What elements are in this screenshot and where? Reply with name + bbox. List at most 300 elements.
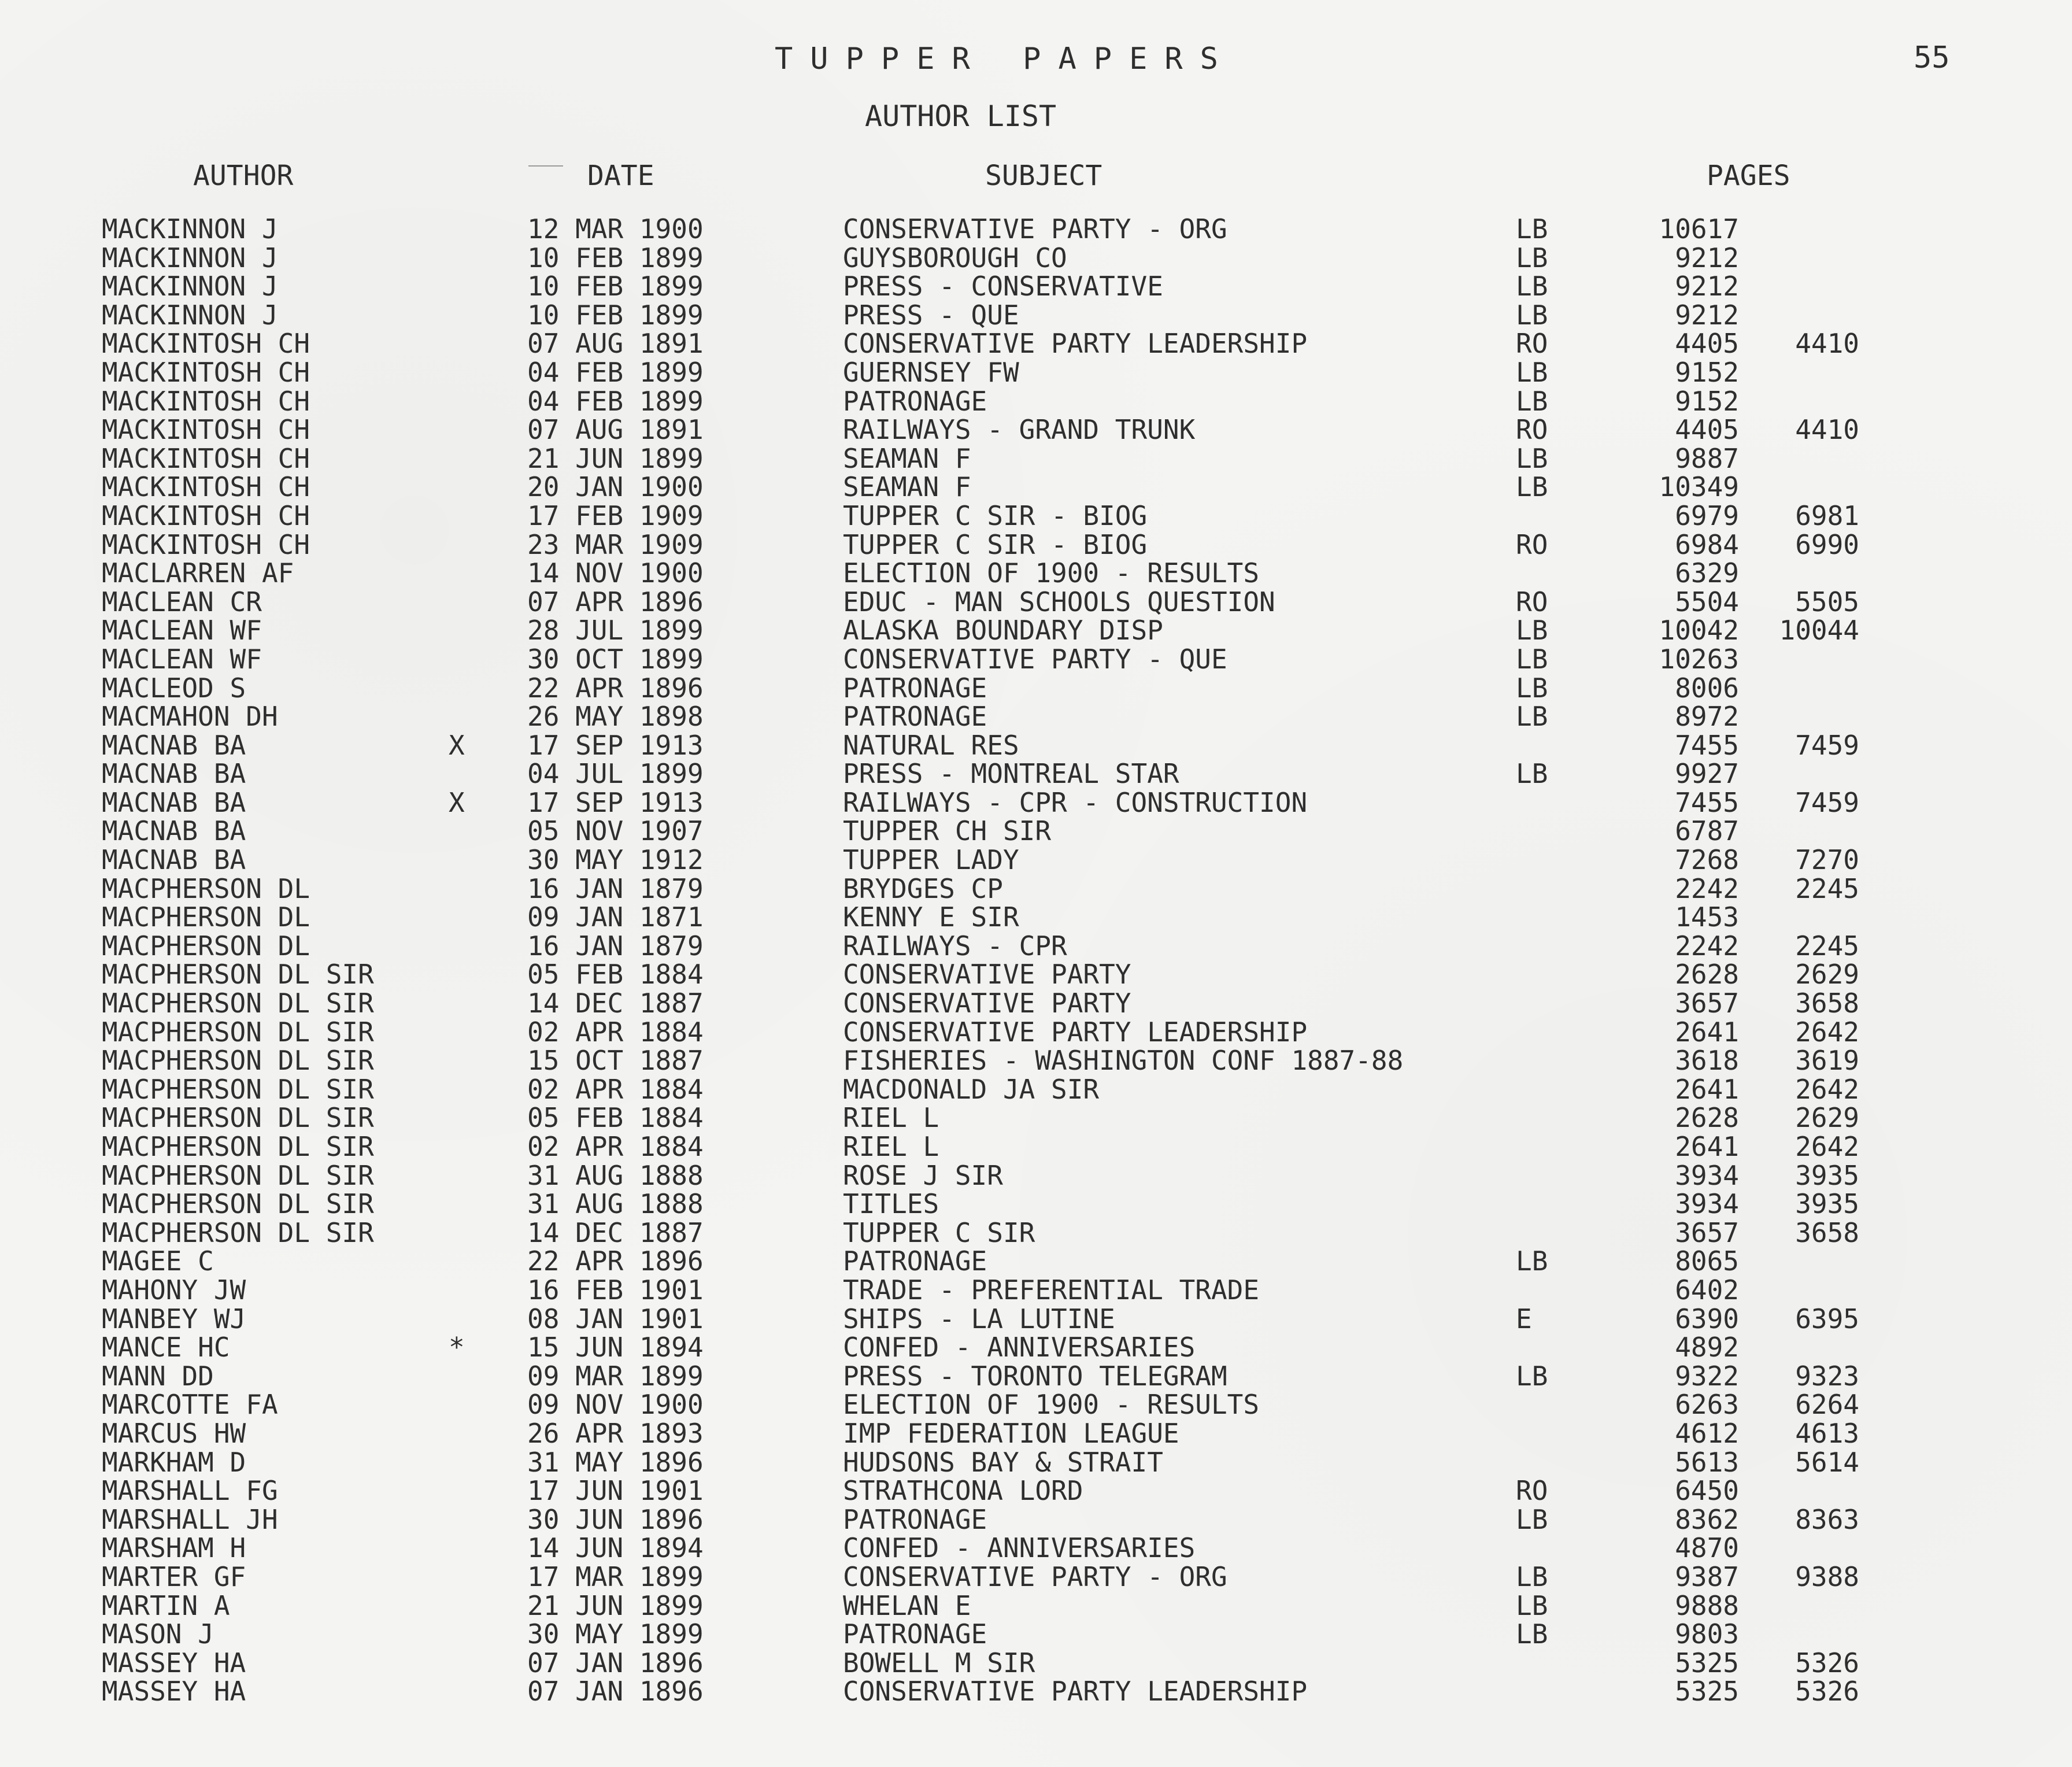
- page-end-cell: 3658: [1795, 988, 1859, 1019]
- author-cell: MANCE HC: [102, 1332, 230, 1363]
- code-cell: RO: [1516, 528, 1548, 560]
- page-start-cell: 4870: [1675, 1532, 1739, 1564]
- page-start-cell: 2641: [1675, 1131, 1739, 1162]
- date-cell: 30 OCT 1899: [527, 643, 704, 675]
- subject-cell: SEAMAN F: [843, 471, 971, 503]
- table-row: [0, 932, 2072, 961]
- author-cell: MARCOTTE FA: [102, 1389, 278, 1421]
- page-end-cell: 3935: [1795, 1159, 1859, 1191]
- code-cell: LB: [1516, 672, 1548, 704]
- table-row: [0, 846, 2072, 875]
- page-end-cell: 7459: [1795, 729, 1859, 761]
- page-start-cell: 6329: [1675, 557, 1739, 589]
- subject-cell: CONFED - ANNIVERSARIES: [843, 1332, 1196, 1363]
- page-start-cell: 2628: [1675, 959, 1739, 990]
- subject-cell: RAILWAYS - CPR: [843, 930, 1067, 962]
- page-start-cell: 9152: [1675, 356, 1739, 388]
- date-cell: 07 JAN 1896: [527, 1647, 704, 1679]
- table-row: [0, 272, 2072, 301]
- code-cell: RO: [1516, 328, 1548, 360]
- author-cell: MACPHERSON DL: [102, 901, 310, 933]
- author-cell: MACNAB BA: [102, 758, 246, 790]
- table-row: [0, 358, 2072, 387]
- author-cell: MANBEY WJ: [102, 1303, 246, 1335]
- table-row: [0, 559, 2072, 588]
- page-end-cell: 2642: [1795, 1073, 1859, 1105]
- page-end-cell: 3935: [1795, 1188, 1859, 1220]
- table-row: [0, 903, 2072, 932]
- date-cell: 04 FEB 1899: [527, 356, 704, 388]
- author-cell: MACLEAN WF: [102, 615, 262, 646]
- page-start-cell: 10617: [1659, 213, 1739, 245]
- subject-cell: TUPPER LADY: [843, 844, 1019, 876]
- author-cell: MARTER GF: [102, 1561, 246, 1592]
- page-start-cell: 10042: [1659, 615, 1739, 646]
- date-cell: 17 JUN 1901: [527, 1475, 704, 1507]
- table-row: [0, 1159, 2072, 1191]
- author-cell: MACPHERSON DL SIR: [102, 1045, 374, 1077]
- page-start-cell: 10349: [1659, 471, 1739, 503]
- table-row: [0, 1620, 2072, 1649]
- date-cell: 04 JUL 1899: [527, 758, 704, 790]
- date-cell: 10 FEB 1899: [527, 242, 704, 273]
- author-cell: MACNAB BA: [102, 786, 246, 818]
- author-cell: MACPHERSON DL SIR: [102, 988, 374, 1019]
- code-cell: LB: [1516, 615, 1548, 646]
- page-end-cell: 7270: [1795, 844, 1859, 876]
- page-start-cell: 9212: [1675, 299, 1739, 331]
- table-row: [0, 442, 2072, 474]
- author-cell: MACKINTOSH CH: [102, 442, 310, 474]
- date-cell: 09 NOV 1900: [527, 1389, 704, 1421]
- page-start-cell: 9387: [1675, 1561, 1739, 1592]
- date-cell: 08 JAN 1901: [527, 1303, 704, 1335]
- page-end-cell: 9323: [1795, 1360, 1859, 1392]
- page-start-cell: 7268: [1675, 844, 1739, 876]
- author-cell: MARSHALL FG: [102, 1475, 278, 1507]
- date-cell: 07 AUG 1891: [527, 328, 704, 360]
- author-cell: MACPHERSON DL SIR: [102, 1073, 374, 1105]
- page-end-cell: 6264: [1795, 1389, 1859, 1421]
- subject-cell: CONSERVATIVE PARTY - QUE: [843, 643, 1227, 675]
- page-start-cell: 8362: [1675, 1503, 1739, 1535]
- date-cell: 05 FEB 1884: [527, 959, 704, 990]
- page-start-cell: 6787: [1675, 815, 1739, 847]
- page-start-cell: 9152: [1675, 385, 1739, 417]
- table-row: [0, 674, 2072, 703]
- date-cell: 22 APR 1896: [527, 672, 704, 704]
- author-cell: MACPHERSON DL SIR: [102, 1159, 374, 1191]
- date-cell: 17 SEP 1913: [527, 786, 704, 818]
- subject-cell: TUPPER C SIR - BIOG: [843, 500, 1148, 531]
- date-cell: 02 APR 1884: [527, 1016, 704, 1048]
- date-cell: 22 APR 1896: [527, 1245, 704, 1277]
- table-row: [0, 960, 2072, 989]
- author-cell: MAGEE C: [102, 1245, 214, 1277]
- author-cell: MACPHERSON DL SIR: [102, 1217, 374, 1248]
- column-header-date: DATE: [587, 160, 654, 192]
- page-start-cell: 9927: [1675, 758, 1739, 790]
- page-end-cell: 2642: [1795, 1131, 1859, 1162]
- author-cell: MACKINTOSH CH: [102, 500, 310, 531]
- date-cell: 07 AUG 1891: [527, 414, 704, 446]
- author-cell: MACKINNON J: [102, 299, 278, 331]
- subject-cell: PATRONAGE: [843, 1503, 987, 1535]
- table-row: [0, 473, 2072, 502]
- table-row: [0, 387, 2072, 416]
- page-start-cell: 6450: [1675, 1475, 1739, 1507]
- page-end-cell: 6981: [1795, 500, 1859, 531]
- page-end-cell: 3619: [1795, 1045, 1859, 1077]
- table-row: [0, 416, 2072, 445]
- subject-cell: RAILWAYS - GRAND TRUNK: [843, 414, 1196, 446]
- date-cell: 16 JAN 1879: [527, 930, 704, 962]
- table-row: [0, 1133, 2072, 1162]
- author-cell: MACKINTOSH CH: [102, 328, 310, 360]
- page-start-cell: 5325: [1675, 1647, 1739, 1679]
- date-cell: 17 SEP 1913: [527, 729, 704, 761]
- date-cell: 05 FEB 1884: [527, 1102, 704, 1134]
- subject-cell: EDUC - MAN SCHOOLS QUESTION: [843, 586, 1275, 618]
- page-start-cell: 6984: [1675, 528, 1739, 560]
- code-cell: LB: [1516, 1561, 1548, 1592]
- subject-cell: CONSERVATIVE PARTY LEADERSHIP: [843, 328, 1308, 360]
- subject-cell: WHELAN E: [843, 1589, 971, 1621]
- date-cell: 07 APR 1896: [527, 586, 704, 618]
- page-start-cell: 4405: [1675, 328, 1739, 360]
- author-cell: MACNAB BA: [102, 729, 246, 761]
- date-cell: 30 JUN 1896: [527, 1503, 704, 1535]
- page-end-cell: 2629: [1795, 959, 1859, 990]
- page-start-cell: 5504: [1675, 586, 1739, 618]
- page-end-cell: 5614: [1795, 1446, 1859, 1478]
- code-cell: LB: [1516, 1245, 1548, 1277]
- page-end-cell: 2245: [1795, 873, 1859, 904]
- page-start-cell: 9212: [1675, 271, 1739, 302]
- author-cell: MACKINTOSH CH: [102, 528, 310, 560]
- author-cell: MARTIN A: [102, 1589, 230, 1621]
- subject-cell: BOWELL M SIR: [843, 1647, 1035, 1679]
- page-start-cell: 8065: [1675, 1245, 1739, 1277]
- page-start-cell: 9803: [1675, 1618, 1739, 1650]
- date-cell: 31 MAY 1896: [527, 1446, 704, 1478]
- code-cell: LB: [1516, 758, 1548, 790]
- page-start-cell: 3618: [1675, 1045, 1739, 1077]
- date-cell: 26 MAY 1898: [527, 701, 704, 733]
- author-cell: MACKINTOSH CH: [102, 356, 310, 388]
- code-cell: RO: [1516, 1475, 1548, 1507]
- code-cell: LB: [1516, 242, 1548, 273]
- author-cell: MACKINNON J: [102, 213, 278, 245]
- date-cell: 10 FEB 1899: [527, 271, 704, 302]
- page-end-cell: 4613: [1795, 1417, 1859, 1449]
- header-dash-mark: [528, 165, 563, 167]
- author-cell: MACKINNON J: [102, 242, 278, 273]
- table-row: [0, 1362, 2072, 1391]
- table-row: [0, 1589, 2072, 1621]
- subject-cell: KENNY E SIR: [843, 901, 1019, 933]
- subject-cell: RIEL L: [843, 1102, 939, 1134]
- table-row: [0, 1190, 2072, 1219]
- page-start-cell: 9212: [1675, 242, 1739, 273]
- author-cell: MACPHERSON DL: [102, 873, 310, 904]
- code-cell: LB: [1516, 643, 1548, 675]
- list-subtitle: AUTHOR LIST: [865, 99, 1057, 133]
- page-start-cell: 2242: [1675, 930, 1739, 962]
- table-row: [0, 786, 2072, 818]
- code-cell: LB: [1516, 1589, 1548, 1621]
- page-start-cell: 5325: [1675, 1676, 1739, 1707]
- code-cell: E: [1516, 1303, 1532, 1335]
- date-cell: 21 JUN 1899: [527, 1589, 704, 1621]
- author-cell: MASSEY HA: [102, 1676, 246, 1707]
- author-cell: MACPHERSON DL SIR: [102, 1188, 374, 1220]
- page-start-cell: 6402: [1675, 1274, 1739, 1306]
- date-cell: 31 AUG 1888: [527, 1188, 704, 1220]
- subject-cell: GUERNSEY FW: [843, 356, 1019, 388]
- page-start-cell: 4612: [1675, 1417, 1739, 1449]
- subject-cell: PRESS - MONTREAL STAR: [843, 758, 1179, 790]
- subject-cell: TUPPER CH SIR: [843, 815, 1052, 847]
- column-header-author: AUTHOR: [193, 160, 294, 192]
- author-cell: MACPHERSON DL SIR: [102, 959, 374, 990]
- subject-cell: PATRONAGE: [843, 701, 987, 733]
- subject-cell: PRESS - TORONTO TELEGRAM: [843, 1360, 1227, 1392]
- date-cell: 30 MAY 1912: [527, 844, 704, 876]
- table-row: [0, 244, 2072, 273]
- table-row: [0, 817, 2072, 846]
- code-cell: LB: [1516, 1360, 1548, 1392]
- code-cell: LB: [1516, 271, 1548, 302]
- author-cell: MAHONY JW: [102, 1274, 246, 1306]
- page-start-cell: 6390: [1675, 1303, 1739, 1335]
- code-cell: LB: [1516, 299, 1548, 331]
- page-end-cell: 5326: [1795, 1676, 1859, 1707]
- page-end-cell: 2642: [1795, 1016, 1859, 1048]
- date-cell: 16 JAN 1879: [527, 873, 704, 904]
- author-cell: MACPHERSON DL SIR: [102, 1131, 374, 1162]
- author-cell: MARSHAM H: [102, 1532, 246, 1564]
- code-cell: LB: [1516, 1618, 1548, 1650]
- author-cell: MACLARREN AF: [102, 557, 294, 589]
- date-cell: 05 NOV 1907: [527, 815, 704, 847]
- table-row: [0, 645, 2072, 674]
- author-list-table: [0, 215, 2072, 1706]
- author-cell: MACPHERSON DL: [102, 930, 310, 962]
- subject-cell: PRESS - CONSERVATIVE: [843, 271, 1163, 302]
- page-end-cell: 8363: [1795, 1503, 1859, 1535]
- date-cell: 16 FEB 1901: [527, 1274, 704, 1306]
- date-cell: 14 JUN 1894: [527, 1532, 704, 1564]
- subject-cell: CONSERVATIVE PARTY - ORG: [843, 213, 1227, 245]
- page-end-cell: 4410: [1795, 414, 1859, 446]
- table-row: [0, 588, 2072, 617]
- subject-cell: TUPPER C SIR: [843, 1217, 1035, 1248]
- column-header-pages: PAGES: [1707, 160, 1790, 192]
- table-row: [0, 1219, 2072, 1248]
- subject-cell: FISHERIES - WASHINGTON CONF 1887-88: [843, 1045, 1404, 1077]
- table-row: [0, 1503, 2072, 1535]
- author-cell: MARCUS HW: [102, 1417, 246, 1449]
- table-row: [0, 703, 2072, 731]
- page-end-cell: 5505: [1795, 586, 1859, 618]
- code-cell: RO: [1516, 586, 1548, 618]
- page-end-cell: 4410: [1795, 328, 1859, 360]
- table-row: [0, 1018, 2072, 1047]
- author-cell: MACPHERSON DL SIR: [102, 1102, 374, 1134]
- mark-cell: *: [449, 1332, 465, 1363]
- table-row: [0, 1391, 2072, 1419]
- page-start-cell: 7455: [1675, 786, 1739, 818]
- table-row: [0, 1534, 2072, 1563]
- page-start-cell: 3934: [1675, 1159, 1739, 1191]
- subject-cell: PATRONAGE: [843, 672, 987, 704]
- page-end-cell: 9388: [1795, 1561, 1859, 1592]
- table-row: [0, 330, 2072, 358]
- author-cell: MACKINTOSH CH: [102, 414, 310, 446]
- author-cell: MACLEAN WF: [102, 643, 262, 675]
- author-cell: MACLEOD S: [102, 672, 246, 704]
- code-cell: RO: [1516, 414, 1548, 446]
- date-cell: 12 MAR 1900: [527, 213, 704, 245]
- code-cell: LB: [1516, 385, 1548, 417]
- date-cell: 14 DEC 1887: [527, 988, 704, 1019]
- subject-cell: BRYDGES CP: [843, 873, 1003, 904]
- date-cell: 07 JAN 1896: [527, 1676, 704, 1707]
- author-cell: MACMAHON DH: [102, 701, 278, 733]
- subject-cell: ALASKA BOUNDARY DISP: [843, 615, 1163, 646]
- page-start-cell: 2641: [1675, 1016, 1739, 1048]
- author-cell: MASON J: [102, 1618, 214, 1650]
- table-row: [0, 1276, 2072, 1305]
- table-row: [0, 1677, 2072, 1706]
- date-cell: 30 MAY 1899: [527, 1618, 704, 1650]
- page-end-cell: 2245: [1795, 930, 1859, 962]
- page-start-cell: 2242: [1675, 873, 1739, 904]
- page-start-cell: 2628: [1675, 1102, 1739, 1134]
- table-row: [0, 731, 2072, 760]
- page-start-cell: 4405: [1675, 414, 1739, 446]
- subject-cell: CONSERVATIVE PARTY LEADERSHIP: [843, 1676, 1308, 1707]
- author-cell: MACNAB BA: [102, 844, 246, 876]
- page-start-cell: 10263: [1659, 643, 1739, 675]
- date-cell: 15 OCT 1887: [527, 1045, 704, 1077]
- date-cell: 14 NOV 1900: [527, 557, 704, 589]
- table-row: [0, 215, 2072, 244]
- table-row: [0, 528, 2072, 560]
- page-number: 55: [1914, 40, 1950, 75]
- page-end-cell: 2629: [1795, 1102, 1859, 1134]
- date-cell: 02 APR 1884: [527, 1073, 704, 1105]
- page-start-cell: 9887: [1675, 442, 1739, 474]
- page-start-cell: 9322: [1675, 1360, 1739, 1392]
- table-row: [0, 616, 2072, 645]
- subject-cell: HUDSONS BAY & STRAIT: [843, 1446, 1163, 1478]
- date-cell: 26 APR 1893: [527, 1417, 704, 1449]
- table-row: [0, 989, 2072, 1018]
- date-cell: 15 JUN 1894: [527, 1332, 704, 1363]
- code-cell: LB: [1516, 356, 1548, 388]
- subject-cell: CONSERVATIVE PARTY LEADERSHIP: [843, 1016, 1308, 1048]
- author-cell: MACKINNON J: [102, 271, 278, 302]
- date-cell: 28 JUL 1899: [527, 615, 704, 646]
- subject-cell: TUPPER C SIR - BIOG: [843, 528, 1148, 560]
- subject-cell: PATRONAGE: [843, 1245, 987, 1277]
- subject-cell: CONFED - ANNIVERSARIES: [843, 1532, 1196, 1564]
- page-start-cell: 9888: [1675, 1589, 1739, 1621]
- date-cell: 17 FEB 1909: [527, 500, 704, 531]
- subject-cell: IMP FEDERATION LEAGUE: [843, 1417, 1179, 1449]
- code-cell: LB: [1516, 701, 1548, 733]
- subject-cell: NATURAL RES: [843, 729, 1019, 761]
- author-cell: MACNAB BA: [102, 815, 246, 847]
- table-row: [0, 1305, 2072, 1334]
- page-start-cell: 4892: [1675, 1332, 1739, 1363]
- author-cell: MACLEAN CR: [102, 586, 262, 618]
- page-start-cell: 3934: [1675, 1188, 1739, 1220]
- date-cell: 14 DEC 1887: [527, 1217, 704, 1248]
- subject-cell: CONSERVATIVE PARTY - ORG: [843, 1561, 1227, 1592]
- page-start-cell: 6263: [1675, 1389, 1739, 1421]
- subject-cell: RIEL L: [843, 1131, 939, 1162]
- page-start-cell: 8972: [1675, 701, 1739, 733]
- subject-cell: GUYSBOROUGH CO: [843, 242, 1067, 273]
- code-cell: LB: [1516, 213, 1548, 245]
- table-row: [0, 1075, 2072, 1104]
- date-cell: 31 AUG 1888: [527, 1159, 704, 1191]
- author-cell: MACPHERSON DL SIR: [102, 1016, 374, 1048]
- subject-cell: SEAMAN F: [843, 442, 971, 474]
- page-end-cell: 6990: [1795, 528, 1859, 560]
- subject-cell: PATRONAGE: [843, 385, 987, 417]
- date-cell: 09 MAR 1899: [527, 1360, 704, 1392]
- page-start-cell: 7455: [1675, 729, 1739, 761]
- subject-cell: PRESS - QUE: [843, 299, 1019, 331]
- page-end-cell: 7459: [1795, 786, 1859, 818]
- page-end-cell: 5326: [1795, 1647, 1859, 1679]
- subject-cell: TRADE - PREFERENTIAL TRADE: [843, 1274, 1260, 1306]
- subject-cell: ELECTION OF 1900 - RESULTS: [843, 1389, 1260, 1421]
- page-start-cell: 3657: [1675, 988, 1739, 1019]
- page-start-cell: 8006: [1675, 672, 1739, 704]
- table-row: [0, 1047, 2072, 1075]
- table-row: [0, 1247, 2072, 1276]
- page-start-cell: 5613: [1675, 1446, 1739, 1478]
- subject-cell: RAILWAYS - CPR - CONSTRUCTION: [843, 786, 1308, 818]
- page-start-cell: 1453: [1675, 901, 1739, 933]
- subject-cell: CONSERVATIVE PARTY: [843, 959, 1131, 990]
- subject-cell: TITLES: [843, 1188, 939, 1220]
- page-start-cell: 2641: [1675, 1073, 1739, 1105]
- table-row: [0, 1477, 2072, 1506]
- mark-cell: X: [449, 729, 465, 761]
- date-cell: 20 JAN 1900: [527, 471, 704, 503]
- column-header-subject: SUBJECT: [985, 160, 1102, 192]
- table-row: [0, 875, 2072, 904]
- table-row: [0, 301, 2072, 330]
- code-cell: LB: [1516, 1503, 1548, 1535]
- code-cell: LB: [1516, 471, 1548, 503]
- author-cell: MANN DD: [102, 1360, 214, 1392]
- table-row: [0, 1419, 2072, 1448]
- page-end-cell: 3658: [1795, 1217, 1859, 1248]
- code-cell: LB: [1516, 442, 1548, 474]
- table-row: [0, 1563, 2072, 1592]
- page-start-cell: 6979: [1675, 500, 1739, 531]
- subject-cell: STRATHCONA LORD: [843, 1475, 1083, 1507]
- mark-cell: X: [449, 786, 465, 818]
- table-row: [0, 1333, 2072, 1362]
